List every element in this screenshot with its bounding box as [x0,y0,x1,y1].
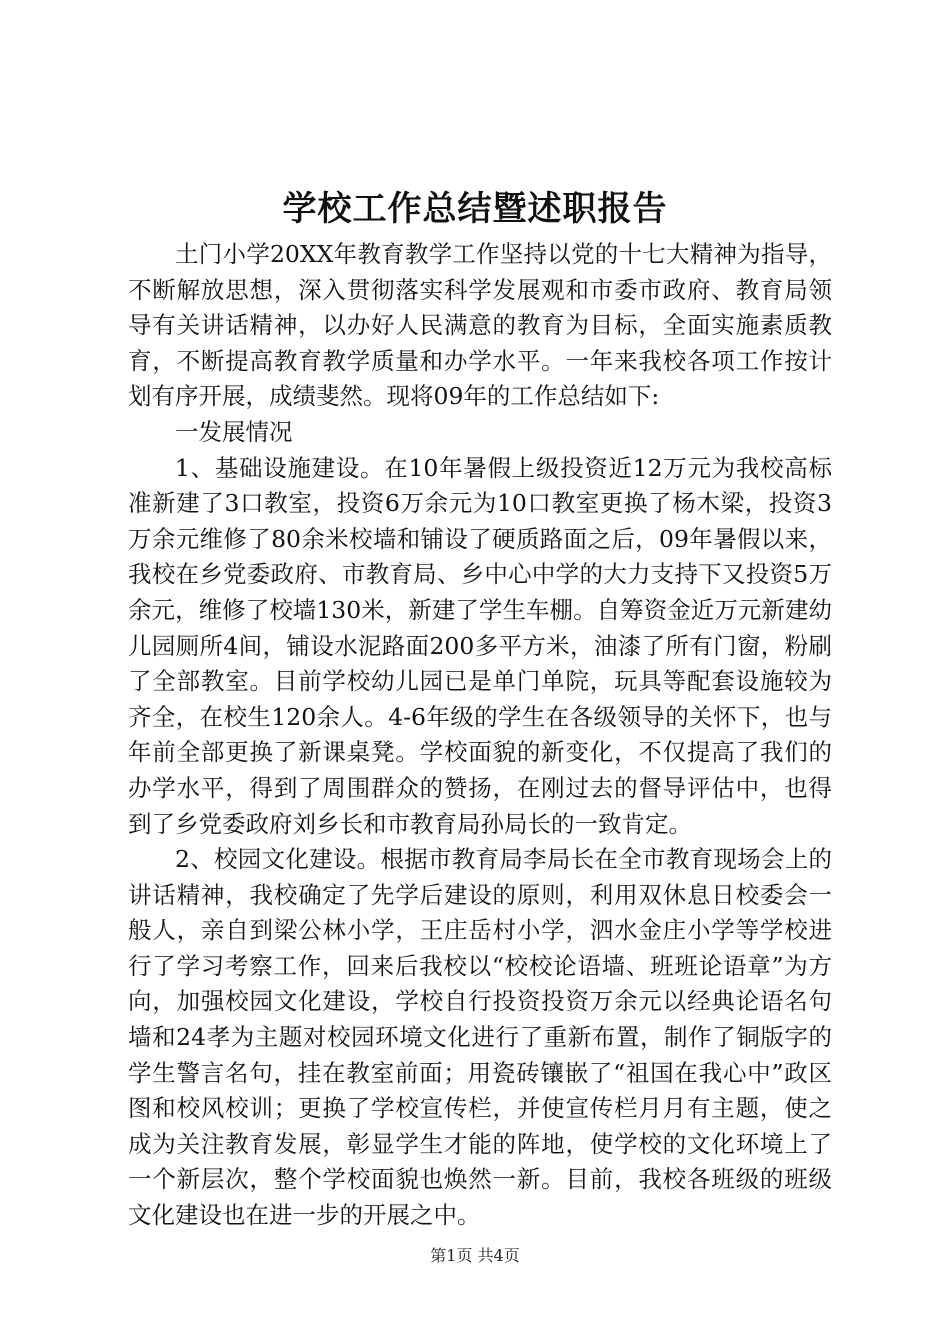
page-number-footer: 第1页 共4页 [430,1246,520,1265]
section-heading: 一发展情况 [175,417,293,446]
intro-paragraph: 土门小学20XX年教育教学工作坚持以党的十七大精神为指导，不断解放思想，深入贯彻落实科学发展观和市委市政府、教育局领导有关讲话精神，以办好人民满意的教育为目标，全面实施素质教育，不断提高教育教学质量和办学水平。一年来我校各项工作按计划有序开展，成绩斐然。现将09年的工作总结如下: [128,240,832,411]
document-body [128,237,832,1234]
infrastructure-paragraph: 1、基础设施建设。在10年暑假上级投资近12万元为我校高标准新建了3口教室，投资6万余元为10口教室更换了杨木梁，投资3万余元维修了80余米校墙和铺设了硬质路面之后，09年暑假以来，我校在乡党委政府、市教育局、乡中心中学的大力支持下又投资5万余元，维修了校墙130米，新建了学生车棚。自筹资金近万元新建幼儿园厕所4间，铺设水泥路面200多平方米，油漆了所有门窗，粉刷了全部教室。目前学校幼儿园已是单门单院，玩具等配套设施较为齐全，在校生120余人。4-6年级的学生在各级领导的关怀下，也与年前全部更换了新课桌凳。学校面貌的新变化，不仅提高了我们的办学水平，得到了周围群众的赞扬，在刚过去的督导评估中，也得到了乡党委政府刘乡长和市教育局孙局长的一致肯定。 [128,453,832,838]
document-title: 学校工作总结暨述职报告 [282,189,668,229]
culture-paragraph: 2、校园文化建设。根据市教育局李局长在全市教育现场会上的讲话精神，我校确定了先学后建设的原则，利用双休息日校委会一般人，亲自到梁公林小学，王庄岳村小学，泗水金庄小学等学校进行了学习考察工作，回来后我校以“校校论语墙、班班论语章”为方向，加强校园文化建设，学校自行投资投资万余元以经典论语名句墙和24孝为主题对校园环境文化进行了重新布置，制作了铜版字的学生警言名句，挂在教室前面；用瓷砖镶嵌了“祖国在我心中”政区图和校风校训；更换了学校宣传栏，并使宣传栏月月有主题，使之成为关注教育发展，彰显学生才能的阵地，使学校的文化环境上了一个新层次，整个学校面貌也焕然一新。目前，我校各班级的班级文化建设也在进一步的开展之中。 [128,845,832,1230]
